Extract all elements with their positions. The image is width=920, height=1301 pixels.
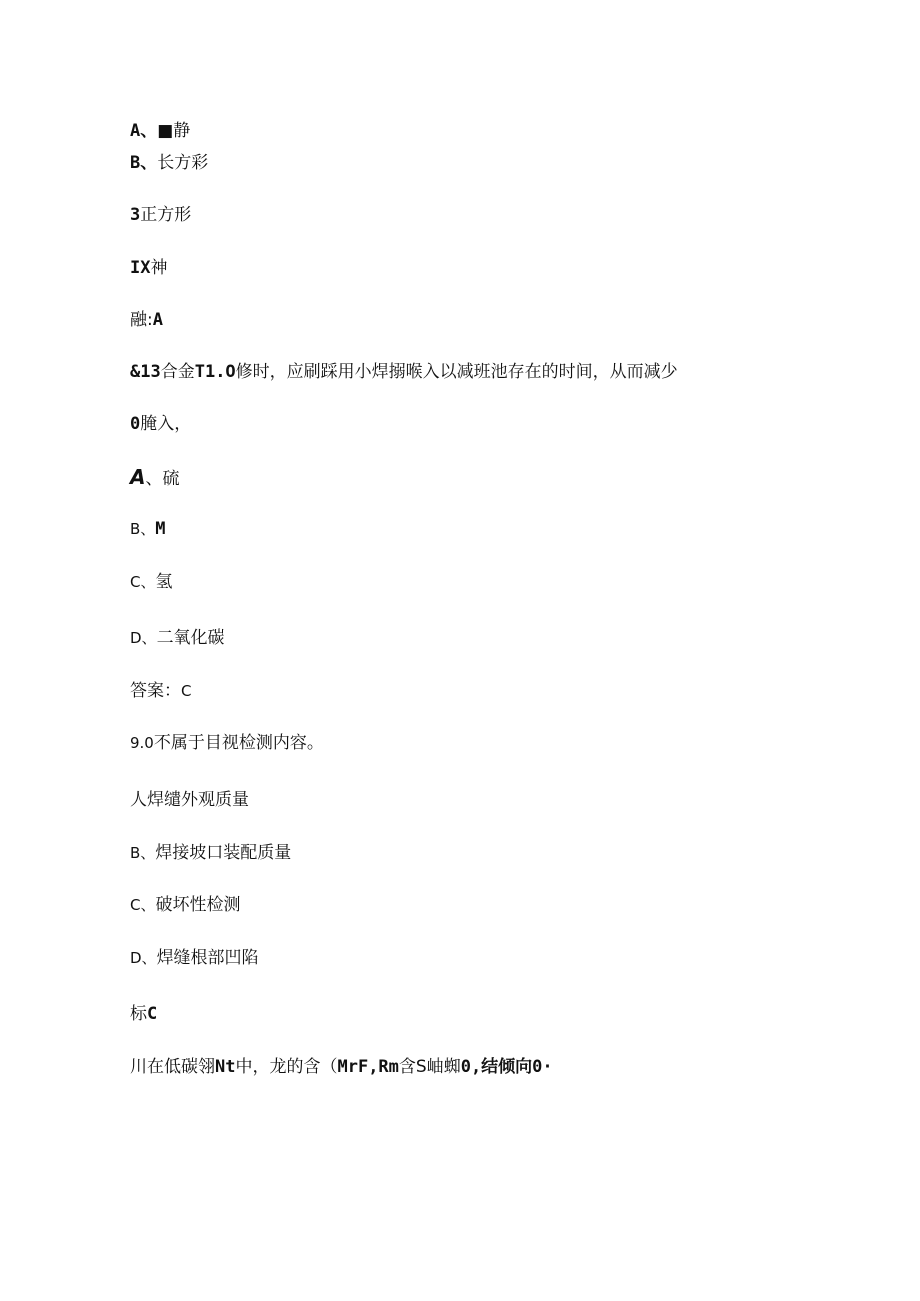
answer-line-1 (130, 309, 163, 331)
option-label: 人 (130, 790, 147, 810)
question-text-part: 合金 (160, 362, 195, 382)
option-text: 正方形 (140, 205, 192, 225)
answer-line-2 (130, 680, 191, 702)
option-text: 神 (150, 258, 168, 278)
question-number: &13 (130, 362, 161, 382)
question-text-part: 0,结倾向0· (460, 1057, 553, 1077)
question-text-part: 腌入， (140, 414, 192, 434)
question-text-part: Nt (215, 1057, 236, 1077)
option-text: 二氧化碳 (156, 628, 225, 648)
question-10-text (130, 1056, 553, 1078)
answer-label: 答案： (130, 681, 181, 701)
option-label: B、 (130, 520, 156, 538)
option-label: A (130, 465, 146, 489)
option-label: D、 (130, 629, 157, 647)
answer-line-3 (130, 1003, 157, 1025)
option-label: 3 (130, 205, 141, 225)
option-text: 焊缝根部凹陷 (156, 948, 259, 968)
question-8-text (130, 361, 678, 383)
question-9-text (130, 732, 324, 754)
option-a-line-1 (130, 120, 190, 142)
answer-label: 标 (130, 1004, 147, 1024)
option-d-line-3 (130, 947, 259, 969)
question-8-continued (130, 413, 191, 435)
option-text: M (155, 519, 166, 539)
option-text: 氢 (155, 572, 173, 592)
question-text-part: 不属于目视检测内容。 (153, 733, 324, 753)
option-label: C、 (130, 573, 156, 591)
option-d-line-2 (130, 627, 225, 649)
option-a-line-2 (130, 466, 179, 490)
question-text-part: 川在低碳翎 (130, 1057, 215, 1077)
option-label: D、 (130, 949, 157, 967)
blank-marker: 0 (130, 414, 141, 434)
option-b-line-1 (130, 152, 208, 174)
option-label: B、 (130, 153, 158, 173)
option-b-line-3 (130, 842, 291, 864)
answer-value: C (181, 682, 192, 700)
question-text-part: T1.O (194, 362, 236, 382)
question-text-part: 中，龙的含（ (235, 1057, 338, 1077)
option-text: 破坏性检测 (155, 895, 241, 915)
option-c-line-1 (130, 204, 191, 226)
option-label: C、 (130, 896, 156, 914)
question-text-part: 修时，应刷踩用小焊搦喉入以减班池存在的时间，从而减少 (235, 362, 678, 382)
option-d-line-1 (130, 257, 167, 279)
option-text: 、硫 (145, 469, 180, 489)
option-text: 焊接坡口装配质量 (155, 843, 292, 863)
question-text-part: 含S岫蜘 (398, 1057, 461, 1077)
option-a-line-3 (130, 789, 249, 811)
option-b-line-2 (130, 518, 166, 540)
option-c-line-3 (130, 894, 240, 916)
option-label: A、 (130, 121, 158, 141)
answer-value: A (152, 310, 163, 330)
question-number: 9.0 (130, 734, 154, 752)
answer-label: 融: (130, 310, 153, 330)
option-c-line-2 (130, 571, 172, 593)
option-text: ■静 (157, 121, 191, 141)
option-text: 焊缱外观质量 (147, 790, 249, 810)
option-label: B、 (130, 844, 156, 862)
option-label: IX (130, 258, 151, 278)
question-text-part: MrF,Rm (337, 1057, 399, 1077)
answer-value: C (147, 1004, 158, 1024)
option-text: 长方彩 (157, 153, 209, 173)
